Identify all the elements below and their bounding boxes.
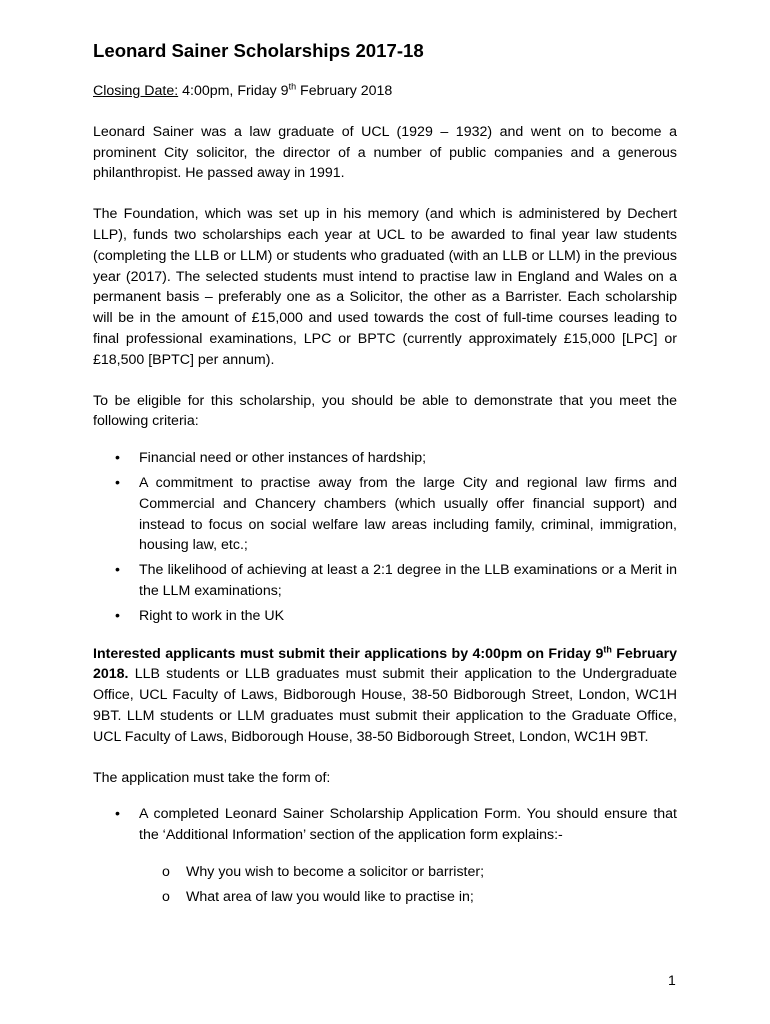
closing-date-suffix: th xyxy=(288,81,297,92)
submission-deadline-text: Interested applicants must submit their applications by 4:00pm on Friday 9 xyxy=(93,645,604,662)
form-subitem xyxy=(93,887,677,908)
bullet-icon: • xyxy=(115,607,120,624)
document-page xyxy=(93,38,677,912)
submission-details: LLB students or LLB graduates must submit their application to the Undergraduate Office, UCL Faculty of Laws, Bidborough House, 38-50 Bidborough Street, London, WC1H 9BT. LLM students or LLM graduates must submit their application to the Graduate Office, UCL Faculty of Laws, Bidborough House, 38-50 Bidborough Street, London, WC1H 9BT. xyxy=(93,666,677,745)
bullet-icon: • xyxy=(115,806,120,823)
eligibility-paragraph: To be eligible for this scholarship, you should be able to demonstrate that you meet the following criteria: xyxy=(93,392,677,430)
submission-deadline-month: February 2018. xyxy=(93,645,677,683)
document-title: Leonard Sainer Scholarships 2017-18 xyxy=(93,40,424,61)
intro-paragraph: Leonard Sainer was a law graduate of UCL (1929 – 1932) and went on to become a prominent City solicitor, the director of a number of public companies and a generous philanthropist. He passed away in 1991. xyxy=(93,123,677,182)
form-subitem xyxy=(93,862,677,883)
submission-deadline-suffix: th xyxy=(603,643,612,654)
criteria-list xyxy=(93,448,677,626)
closing-date-value: 4:00pm, Friday 9 xyxy=(178,83,289,99)
form-subitem-text: What area of law you would like to practise in; xyxy=(186,888,474,905)
closing-date xyxy=(93,81,677,102)
bullet-icon: • xyxy=(115,562,120,579)
foundation-paragraph: The Foundation, which was set up in his memory (and which is administered by Dechert LLP), funds two scholarships each year at UCL to be awarded to final year law students (completing the LLB or LLM) or students who graduated (with an LLB or LLM) in the previous year (2017). The selected students must intend to practise law in England and Wales on a permanent basis – preferably one as a Solicitor, the other as a Barrister. Each scholarship will be in the amount of £15,000 and used towards the cost of full-time courses leading to final professional examinations, LPC or BPTC (currently approximately £15,000 [LPC] or £18,500 [BPTC] per annum). xyxy=(93,206,677,368)
closing-date-label: Closing Date: xyxy=(93,83,179,99)
circle-bullet-icon: o xyxy=(162,863,170,880)
form-subitems xyxy=(93,862,677,908)
criteria-text: A commitment to practise away from the large City and regional law firms and Commercial and Chancery chambers (which usually offer financial support) and instead to focus on social welfare law areas including family, criminal, immigration, housing law, etc.; xyxy=(139,474,677,554)
closing-date-month: February 2018 xyxy=(296,83,393,99)
submission-paragraph xyxy=(93,644,677,748)
form-subitem-text: Why you wish to become a solicitor or barrister; xyxy=(186,863,485,880)
criteria-text: Right to work in the UK xyxy=(139,607,285,624)
form-item-text: A completed Leonard Sainer Scholarship Application Form. You should ensure that the ‘Additional Information’ section of the application form explains:- xyxy=(139,806,677,844)
criteria-item xyxy=(93,606,677,627)
form-intro: The application must take the form of: xyxy=(93,769,331,786)
circle-bullet-icon: o xyxy=(162,888,170,905)
bullet-icon: • xyxy=(115,450,120,467)
criteria-item xyxy=(93,448,677,469)
criteria-item xyxy=(93,560,677,602)
bullet-icon: • xyxy=(115,474,120,491)
criteria-item xyxy=(93,473,677,556)
criteria-text: The likelihood of achieving at least a 2:1 degree in the LLB examinations or a Merit in the LLM examinations; xyxy=(139,562,677,599)
form-item xyxy=(93,804,677,846)
criteria-text: Financial need or other instances of hardship; xyxy=(139,450,427,467)
page-number: 1 xyxy=(668,972,676,988)
